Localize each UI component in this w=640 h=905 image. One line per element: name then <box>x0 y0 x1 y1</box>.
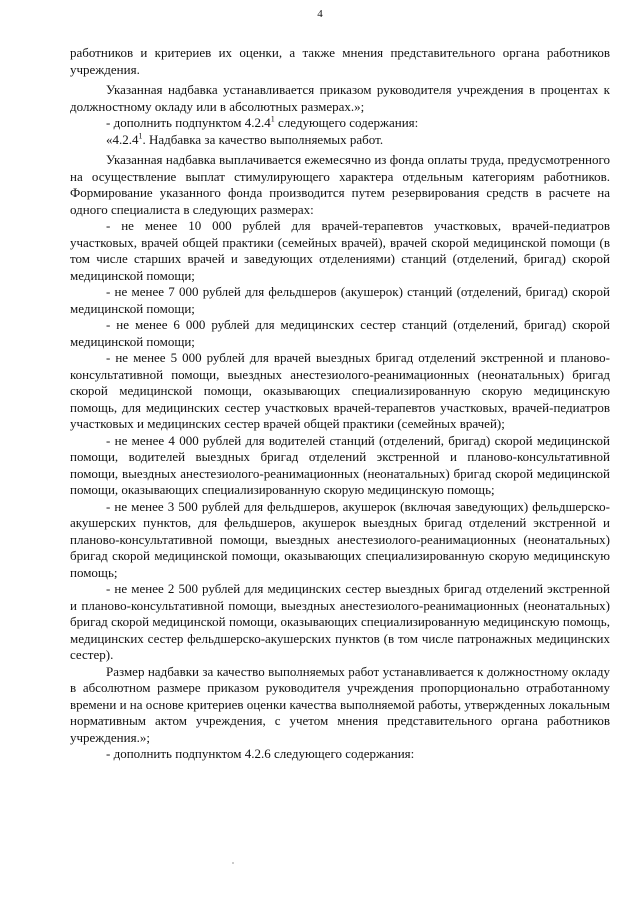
superscript-one: 1 <box>270 114 275 124</box>
page-number: 4 <box>317 8 323 20</box>
paragraph-continuation: работников и критериев их оценки, а также мнения представительного органа работников учреждения. <box>70 45 610 77</box>
list-item-2500: - не менее 2 500 рублей для медицинских сестер выездных бригад отделений экстренной и планово-консультативной помощи, выездных анестезиолого-реанимационных (неонатальных) бригад скорой медицинской помощи, оказывающих специализированную медицинскую помощь, медицинских сестер фельдшерско-акушерских пунктов (в том числе патронажных медицинских сестер). <box>70 581 610 662</box>
list-item-4000: - не менее 4 000 рублей для водителей станций (отделений, бригад) скорой медицинской помощи, водителей выездных бригад отделений экстренной и планово-консультативной помощи, выездных анестезиолого-реанимационных (неонатальных) бригад скорой медицинской помощи, оказывающих специализированную скорую медицинскую помощь; <box>70 432 610 497</box>
paragraph-bonus-size: Размер надбавки за качество выполняемых работ устанавливается к должностному окладу в абсолютном размере приказом руководителя учреждения пропорционально отработанному времени и на основе критериев оценки качества выполняемой работы, утвержденных локальным нормативным актом учреждения, с учетом мнения представительного органа работников учреждения.»; <box>70 663 610 745</box>
subitem-title: . Надбавка за качество выполняемых работ. <box>142 131 384 147</box>
subitem-number: «4.2.4 <box>106 131 139 147</box>
paragraph-add-subitem-4-2-6: - дополнить подпунктом 4.2.6 следующего содержания: <box>106 746 415 761</box>
document-body <box>70 45 610 763</box>
paragraph-add-subitem-4-2-4-1 <box>70 115 610 132</box>
list-item-6000: - не менее 6 000 рублей для медицинских сестер станций (отделений, бригад) скорой медицинской помощи; <box>70 317 610 349</box>
paragraph-fund-formation: Указанная надбавка выплачивается ежемесячно из фонда оплаты труда, предусмотренного на осуществление выплат стимулирующего характера отдельным категориям работников. Формирование указанного фонда производится путем резервирования средств в расчете на одного специалиста в следующих размерах: <box>70 152 610 217</box>
paragraph-subitem-heading <box>70 132 610 149</box>
add-subitem-text: - дополнить подпунктом 4.2.4 <box>106 115 271 130</box>
list-item-3500: - не менее 3 500 рублей для фельдшеров, акушерок (включая заведующих) фельдшерско-акушерских пунктов, для фельдшеров, акушерок выездных бригад отделений экстренной и планово-консультативной помощи, выездных анестезиолого-реанимационных (неонатальных) бригад скорой медицинской помощи, оказывающих специализированную скорую медицинскую помощь; <box>70 498 610 580</box>
paragraph-bonus-order: Указанная надбавка устанавливается приказом руководителя учреждения в процентах к должностному окладу или в абсолютных размерах.»; <box>70 82 610 114</box>
list-item-7000: - не менее 7 000 рублей для фельдшеров (акушерок) станций (отделений, бригад) скорой медицинской помощи; <box>70 284 610 316</box>
add-subitem-suffix: следующего содержания: <box>274 115 419 130</box>
scan-speck <box>232 862 234 864</box>
superscript-one: 1 <box>138 131 143 141</box>
list-item-5000: - не менее 5 000 рублей для врачей выездных бригад отделений экстренной и планово-консультативной помощи, выездных анестезиолого-реанимационных (неонатальных) бригад скорой медицинской помощи, оказывающих специализированную скорую медицинскую помощь, для медицинских сестер участковых врачей-терапевтов участковых, врачей-педиатров участковых и медицинских сестер врачей общей практики (семейных врачей); <box>70 350 610 431</box>
list-item-10000: - не менее 10 000 рублей для врачей-терапевтов участковых, врачей-педиатров участковых, врачей общей практики (семейных врачей), врачей скорой медицинской помощи (в том числе старших врачей и заведующих отделениями) станций (отделений, бригад) скорой медицинской помощи; <box>70 218 610 283</box>
